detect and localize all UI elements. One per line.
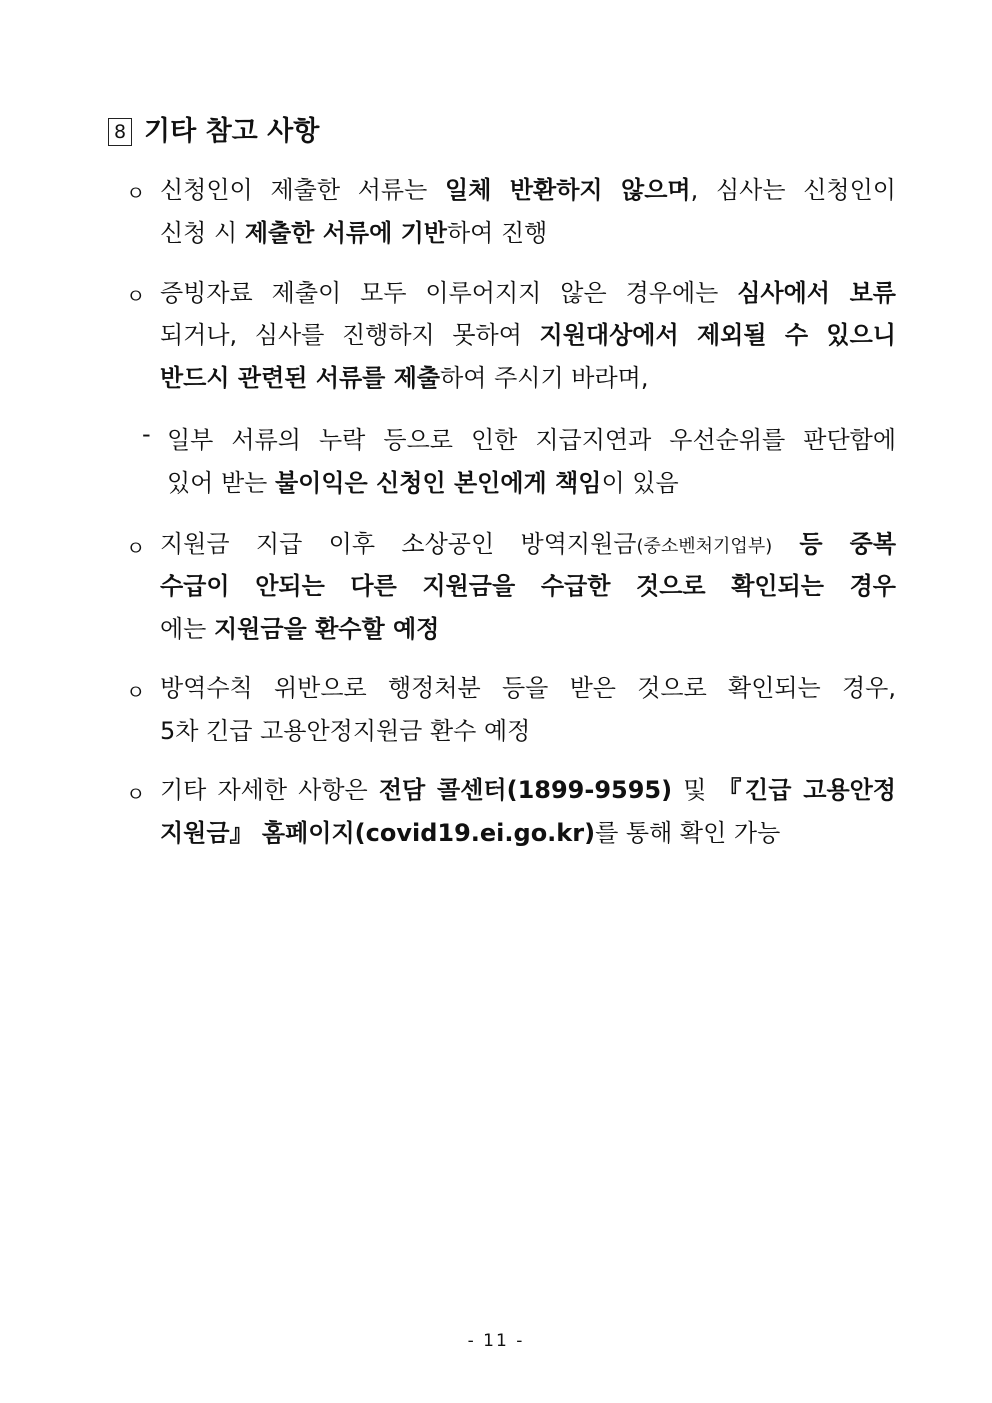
item-2-line-3: 반드시 관련된 서류를 제출하여 주시기 바라며, (160, 364, 649, 392)
page-number: - 11 - (467, 1331, 525, 1351)
item-1-line-1: 신청인이 제출한 서류는 일체 반환하지 않으며, 심사는 신청인이 (160, 176, 896, 204)
item-4-line-1: 지원금 지급 이후 소상공인 방역지원금(중소벤처기업부) 등 중복 (160, 530, 896, 558)
bullet-marker: ㅇ (126, 536, 146, 560)
item-6-line-1: 기타 자세한 사항은 전담 콜센터(1899-9595) 및 『긴급 고용안정 (160, 776, 896, 804)
item-6-line-2: 지원금』 홈페이지(covid19.ei.go.kr)를 통해 확인 가능 (160, 819, 781, 847)
bullet-marker: ㅇ (126, 782, 146, 806)
item-2-line-1: 증빙자료 제출이 모두 이루어지지 않은 경우에는 심사에서 보류 (160, 279, 896, 307)
item-2-line-2: 되거나, 심사를 진행하지 못하여 지원대상에서 제외될 수 있으니 (160, 321, 896, 349)
section-heading (108, 112, 319, 152)
item-1-line-2: 신청 시 제출한 서류에 기반하여 진행 (160, 219, 548, 247)
bullet-marker: ㅇ (126, 284, 146, 308)
item-4-line-2: 수급이 안되는 다른 지원금을 수급한 것으로 확인되는 경우 (160, 572, 896, 600)
item-4-line-3: 에는 지원금을 환수할 예정 (160, 615, 440, 643)
subitem-line-1: 일부 서류의 누락 등으로 인한 지급지연과 우선순위를 판단함에 (167, 426, 896, 454)
item-5-line-2: 5차 긴급 고용안정지원금 환수 예정 (160, 717, 531, 745)
section-title: 기타 참고 사항 (144, 116, 320, 147)
bullet-marker: ㅇ (126, 680, 146, 704)
section-number-box: 8 (108, 118, 132, 146)
bullet-marker: ㅇ (126, 181, 146, 205)
item-5-line-1: 방역수칙 위반으로 행정처분 등을 받은 것으로 확인되는 경우, (160, 674, 896, 702)
subitem-line-2: 있어 받는 불이익은 신청인 본인에게 책임이 있음 (167, 469, 679, 497)
dash-marker: - (142, 420, 151, 448)
